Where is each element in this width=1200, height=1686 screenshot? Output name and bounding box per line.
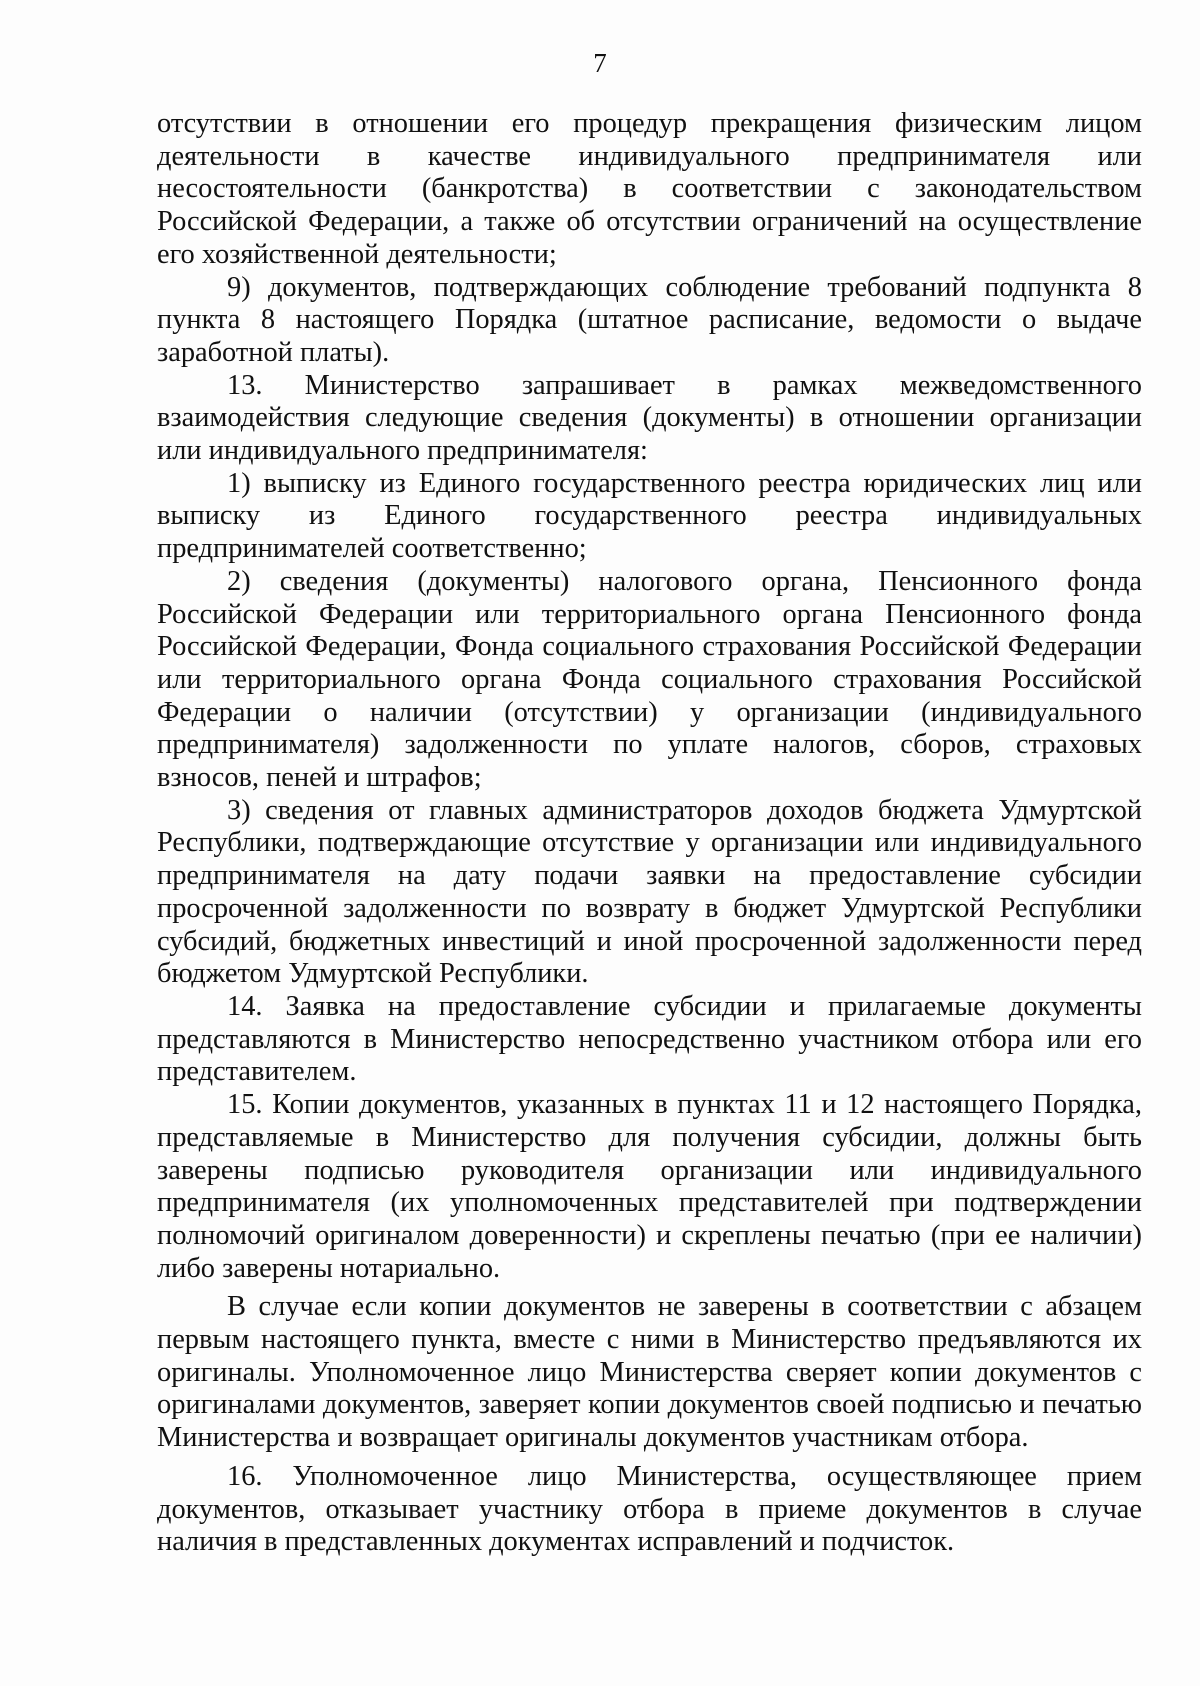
paragraph-continuation: отсутствии в отношении его процедур прекращения физическим лицом деятельности в качестве индивидуального предпринимателя или несостоятельности (банкротства) в соответствии с законодательством Российской Федерации, а также об отсутствии ограничений на осуществление его хозяйственной деятельности; <box>157 108 1142 270</box>
paragraph-item-9: 9) документов, подтверждающих соблюдение требований подпункта 8 пункта 8 настоящего Порядка (штатное расписание, ведомости о выдаче заработной платы). <box>157 271 1142 368</box>
paragraph-14: 14. Заявка на предоставление субсидии и прилагаемые документы представляются в Министерство непосредственно участником отбора или его представителем. <box>157 990 1142 1088</box>
paragraph-15: 15. Копии документов, указанных в пунктах 11 и 12 настоящего Порядка, представляемые в Министерство для получения субсидии, должны быть заверены подписью руководителя организации или индивидуального предпринимателя (их уполномоченных представителей при подтверждении полномочий оригиналом доверенности) и скреплены печатью (при ее наличии) либо заверены нотариально. <box>157 1089 1142 1284</box>
paragraph-13-item-1: 1) выписку из Единого государственного реестра юридических лиц или выписку из Единого государственного реестра индивидуальных предпринимателей соответственно; <box>157 467 1142 565</box>
document-body <box>157 108 1142 1559</box>
paragraph-13: 13. Министерство запрашивает в рамках межведомственного взаимодействия следующие сведения (документы) в отношении организации или индивидуального предпринимателя: <box>157 369 1142 467</box>
page-number: 7 <box>593 48 607 78</box>
paragraph-13-item-3: 3) сведения от главных администраторов доходов бюджета Удмуртской Республики, подтверждающие отсутствие у организации или индивидуального предпринимателя на дату подачи заявки на предоставление субсидии просроченной задолженности по возврату в бюджет Удмуртской Республики субсидий, бюджетных инвестиций и иной просроченной задолженности перед бюджетом Удмуртской Республики. <box>157 794 1142 990</box>
paragraph-13-item-2: 2) сведения (документы) налогового органа, Пенсионного фонда Российской Федерации или территориального органа Пенсионного фонда Российской Федерации, Фонда социального страхования Российской Федерации или территориального органа Фонда социального страхования Российской Федерации о наличии (отсутствии) у организации (индивидуального предпринимателя) задолженности по уплате налогов, сборов, страховых взносов, пеней и штрафов; <box>157 565 1142 794</box>
paragraph-16: 16. Уполномоченное лицо Министерства, осуществляющее прием документов, отказывает участнику отбора в приеме документов в случае наличия в представленных документах исправлений и подчисток. <box>157 1460 1142 1558</box>
paragraph-15-part-2: В случае если копии документов не заверены в соответствии с абзацем первым настоящего пункта, вместе с ними в Министерство предъявляются их оригиналы. Уполномоченное лицо Министерства сверяет копии документов с оригиналами документов, заверяет копии документов своей подписью и печатью Министерства и возвращает оригиналы документов участникам отбора. <box>157 1291 1142 1454</box>
